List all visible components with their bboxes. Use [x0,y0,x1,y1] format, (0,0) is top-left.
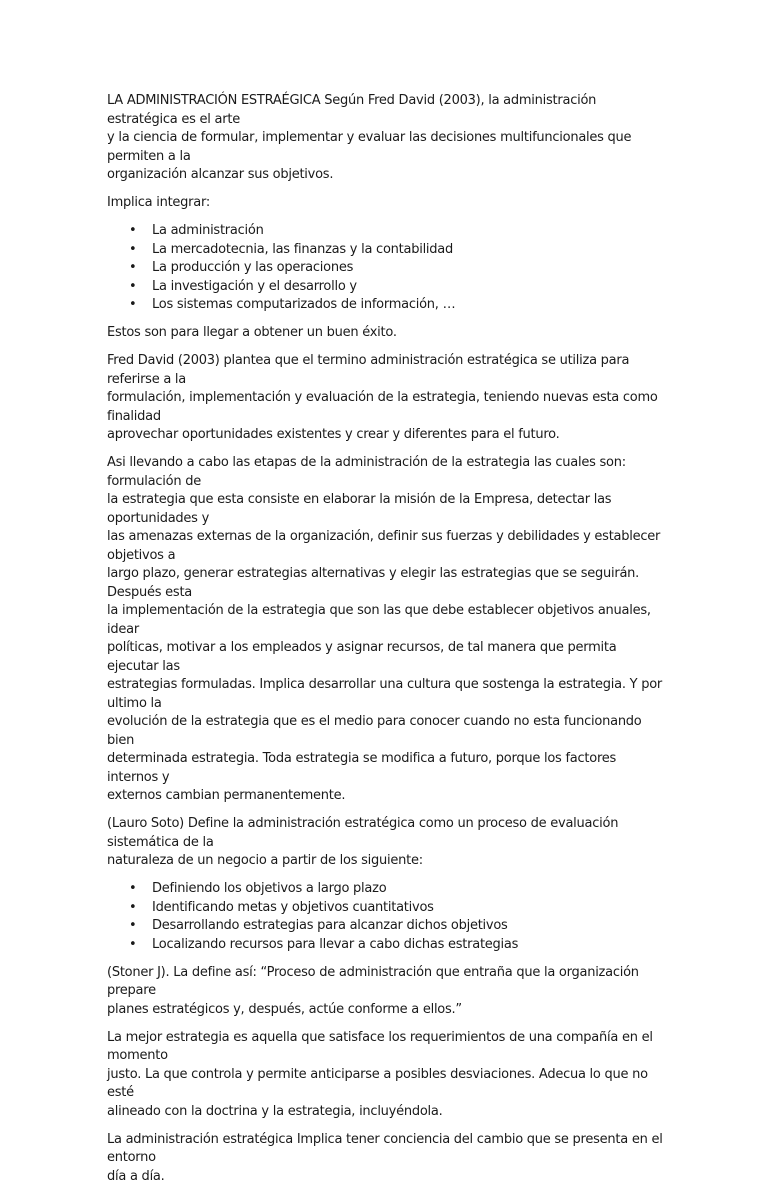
paragraph-stoner: (Stoner J). La define así: “Proceso de administración que entraña que la organización prepare planes estratégicos y, después, actúe conforme a ellos.” [107,964,639,1017]
paragraph-lauro-soto: (Lauro Soto) Define la administración estratégica como un proceso de evaluación sistemática de la naturaleza de un negocio a partir de los siguiente: [107,816,619,868]
list-item-text: La producción y las operaciones [152,260,354,275]
paragraph-etapas: Asi llevando a cabo las etapas de la administración de la estrategia las cuales son: formulación de la estrategia que esta consiste en elaborar la misión de la Empresa, detectar las oportunidades y las amenazas externas de la organización, definir sus fuerzas y debilidades y establecer objetivos a largo plazo, generar estrategias alternativas y elegir las estrategias que se seguirán. Después esta la implementación de la estrategia que son las que debe establecer objetivos anuales, idear políticas, motivar a los empleados y asignar recursos, de tal manera que permita ejecutar las estrategias formuladas. Implica desarrollar una cultura que sostenga la estrategia. Y por ultimo la evolución de la estrategia que es el medio para conocer cuando no esta funcionando bien determinada estrategia. Toda estrategia se modifica a futuro, porque los factores internos y externos cambian permanentemente. [107,455,663,803]
list-item-text: Los sistemas computarizados de información, … [152,297,456,312]
list-item [107,278,667,297]
bullet-icon: • [129,918,137,933]
list-item [107,241,667,260]
list-item [107,899,667,918]
document-body [107,92,667,1196]
bullet-icon: • [129,899,137,915]
process-list [107,880,667,954]
list-item-text: La administración [152,223,264,238]
list-item-text: Definiendo los objetivos a largo plazo [152,881,387,896]
list-item [107,917,667,936]
bullet-icon: • [129,936,137,952]
bullet-icon: • [129,278,137,294]
list-item [107,936,667,955]
paragraph-implica: Implica integrar: [107,195,210,210]
paragraph-exito: Estos son para llegar a obtener un buen éxito. [107,325,397,340]
bullet-icon: • [129,260,137,275]
paragraph-fred-david: Fred David (2003) plantea que el termino administración estratégica se utiliza para referirse a la formulación, implementación y evaluación de la estrategia, teniendo nuevas esta como finalidad aprovechar oportunidades existentes y crear y diferentes para el futuro. [107,353,658,442]
paragraph-mejor-estrategia: La mejor estrategia es aquella que satisface los requerimientos de una compañía en el momento justo. La que controla y permite anticiparse a posibles desviaciones. Adecua lo que no esté alineado con la doctrina y la estrategia, incluyéndola. [107,1029,653,1119]
bullet-icon: • [129,241,137,257]
bullet-icon: • [129,223,137,238]
list-item-text: Localizando recursos para llevar a cabo dichas estrategias [152,936,519,952]
list-item-text: La mercadotecnia, las finanzas y la contabilidad [152,241,454,257]
list-item [107,880,667,899]
bullet-icon: • [129,297,137,312]
paragraph-intro: LA ADMINISTRACIÓN ESTRAÉGICA Según Fred David (2003), la administración estratégica es el arte y la ciencia de formular, implementar y evaluar las decisiones multifuncionales que permiten a la organización alcanzar sus objetivos. [107,93,632,182]
list-item [107,259,667,278]
integration-list [107,222,667,315]
list-item [107,296,667,315]
paragraph-conclusion: La administración estratégica Implica tener conciencia del cambio que se presenta en el entorno día a día. [107,1131,663,1184]
list-item-text: Desarrollando estrategias para alcanzar dichos objetivos [152,918,508,933]
list-item-text: La investigación y el desarrollo y [152,278,357,294]
bullet-icon: • [129,881,137,896]
list-item-text: Identificando metas y objetivos cuantitativos [152,899,434,915]
list-item [107,222,667,241]
